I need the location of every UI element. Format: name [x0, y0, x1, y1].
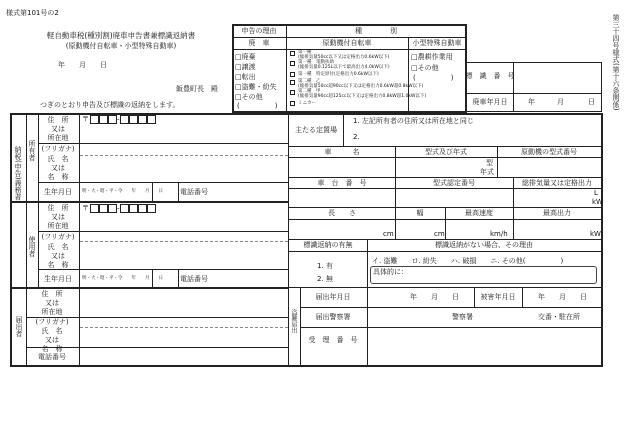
haisha-label: 廃 車: [248, 39, 270, 47]
engine-model-header: 原動機の型式番号: [521, 148, 577, 156]
category-item-name: 第一種 特定原付(定格出力0.6kW以下): [298, 72, 379, 77]
detail-label: 具体的に：: [373, 268, 408, 276]
owner-phone-label: 電話番号: [180, 188, 208, 196]
length-header: 長 さ: [328, 209, 356, 217]
main-location-label: 主たる定置場: [295, 126, 337, 134]
reason-title: 申告の理由: [241, 27, 277, 35]
haisha-date-hi: 日: [588, 98, 595, 106]
user-address-label: 住 所 又は 所在地: [47, 204, 69, 230]
haisha-date-tsuki: 月: [557, 98, 564, 106]
plate-return-label: 標識返納の有無: [303, 241, 353, 249]
addressee: 飯豊町長 殿: [176, 85, 218, 93]
theft-side-label: 盗難届出: [290, 309, 297, 333]
user-postal-boxes[interactable]: -: [90, 204, 156, 213]
header-date: 年 月 日: [58, 61, 107, 69]
haisha-date-nen: 年: [528, 98, 535, 106]
category-checkbox[interactable]: [290, 51, 295, 56]
tokushu-option-nouko[interactable]: □農耕作業用: [411, 53, 453, 61]
vehicle-model-header: 型式及び年式: [425, 148, 467, 156]
tokushu-paren[interactable]: ( ): [413, 74, 454, 82]
plate-return-reasons[interactable]: イ. 盗難 ロ. 紛失 ハ. 破損 ニ. その他( ): [372, 257, 564, 265]
reason-option-tenshutsu[interactable]: □転出: [235, 73, 256, 81]
model-unit: 型: [486, 159, 493, 167]
owner-address-label: 住 所 又は 所在地: [47, 116, 69, 142]
main-location-option-2[interactable]: 2.: [353, 133, 360, 141]
submitter-name-label: 氏 名 又は 名 称: [41, 327, 63, 353]
police-station-label: 届出警察署: [315, 313, 351, 321]
category-title: 種 別: [355, 27, 397, 35]
category-checkbox[interactable]: [290, 80, 295, 85]
reason-option-tounan[interactable]: □盗難・紛失: [235, 83, 277, 91]
reason-paren[interactable]: ( ): [237, 102, 278, 110]
category-item-sub: (総排気量0.125L以下で最高出力4.0kW以下): [298, 65, 390, 70]
intro-text: つぎのとおり申告及び標識の返納をします。: [40, 101, 180, 109]
width-header: 幅: [416, 209, 424, 217]
police-box-value[interactable]: 交番・駐在所: [538, 313, 580, 321]
category-checkbox[interactable]: [290, 101, 295, 106]
haisha-date-label: 廃車年月日: [472, 98, 508, 106]
displacement-kw-unit: kW: [592, 198, 603, 206]
owner-label: 所有者: [28, 140, 36, 161]
vehicle-name-header: 車 名: [324, 148, 360, 156]
category-item-name: 第一種 電動扶助: [298, 60, 334, 65]
owner-postal-boxes[interactable]: -: [90, 115, 156, 124]
tokushu-option-sonota[interactable]: □その他: [411, 64, 439, 72]
user-name-label: 氏 名 又は 名 称: [47, 243, 69, 269]
owner-birth-label: 生年月日: [44, 188, 72, 196]
category-checkbox[interactable]: [290, 90, 295, 95]
displacement-header: 総排気量又は定格出力: [522, 179, 592, 187]
type-approval-header: 型式認定番号: [433, 179, 475, 187]
damage-date-label: 被害年月日: [480, 293, 516, 301]
max-speed-header: 最高速度: [465, 209, 493, 217]
category-checkbox[interactable]: [290, 61, 295, 66]
receipt-number-label: 受 理 番 号: [308, 336, 358, 344]
reason-option-haiki[interactable]: □廃棄: [235, 53, 256, 61]
submitter-side-label: 届出者: [15, 316, 23, 337]
damage-date-value[interactable]: 年 月 日: [538, 293, 587, 301]
form-title: 軽自動車税(種別割)廃車申告書兼標識返納書: [46, 31, 196, 40]
report-date-label: 届出年月日: [315, 293, 351, 301]
police-station-value[interactable]: 警察署: [452, 313, 473, 321]
chassis-number-header: 車 台 番 号: [317, 179, 367, 187]
submitter-furigana-label: (フリガナ): [35, 318, 69, 326]
report-date-value[interactable]: 年 月 日: [410, 293, 459, 301]
plate-return-no[interactable]: 2. 無: [317, 275, 333, 283]
owner-furigana-label: (フリガナ): [41, 145, 75, 153]
category-item-sub: (総排気量50cc超90cc以下又は定格出力0.6kW超0.8kW以下): [298, 84, 424, 89]
category-item-name: 第二種 乙: [298, 79, 321, 84]
speed-unit: km/h: [490, 230, 508, 238]
form-side-title: 第三十四号様式(第十六条関係): [612, 14, 620, 111]
tokushu-label: 小型特殊自動車: [412, 39, 462, 47]
category-item-sub: (総排気量50cc以下又は定格出力0.6kW以下): [298, 55, 390, 60]
taxpayer-side-label: 納税(申告)義務者: [14, 146, 22, 201]
category-item-name: 第二種 甲: [298, 89, 321, 94]
user-birth-label: 生年月日: [44, 275, 72, 283]
form-subtitle: (原動機付自転車・小型特殊自動車): [65, 42, 177, 50]
submitter-address-label: 住 所 又は 所在地: [41, 290, 63, 316]
submitter-phone-label: 電話番号: [38, 353, 66, 361]
width-unit: cm: [434, 230, 445, 238]
category-item-name: ミニカー: [298, 101, 316, 106]
output-unit: kW: [590, 230, 601, 238]
user-furigana-label: (フリガナ): [41, 233, 75, 241]
form-number: 様式第101号の2: [6, 9, 59, 17]
user-birth-value[interactable]: 明・大・昭・平・令 年 月 日: [82, 276, 163, 281]
category-checkbox[interactable]: [290, 72, 295, 77]
length-unit: cm: [383, 230, 394, 238]
plate-number-label: 標 識 番 号: [465, 72, 515, 80]
reason-option-jouto[interactable]: □譲渡: [235, 63, 256, 71]
gendouki-label: 原動機付自転車: [322, 39, 372, 47]
plate-return-yes[interactable]: 1. 有: [317, 262, 333, 270]
year-unit: 年式: [480, 168, 494, 176]
reason-option-sonota[interactable]: □その他: [235, 93, 263, 101]
owner-name-label: 氏 名 又は 名 称: [47, 155, 69, 181]
owner-birth-value[interactable]: 明・大・昭・平・令 年 月 日: [82, 189, 163, 194]
displacement-l-unit: L: [594, 189, 598, 197]
category-item-name: 第一種: [298, 50, 312, 55]
user-phone-label: 電話番号: [180, 275, 208, 283]
category-item-sub: (総排気量90cc超125cc以下又は定格出力0.8kW超1.0kW以下): [298, 94, 427, 99]
user-postal-mark: 〒: [82, 204, 89, 212]
owner-postal-mark: 〒: [82, 115, 89, 123]
main-location-option-1[interactable]: 1. 左記所有者の住所又は所在地と同じ: [353, 117, 474, 125]
max-output-header: 最高出力: [543, 209, 571, 217]
plate-return-reason-label: 標識返納がない場合、その理由: [435, 241, 533, 249]
user-label: 使用者: [28, 236, 36, 257]
